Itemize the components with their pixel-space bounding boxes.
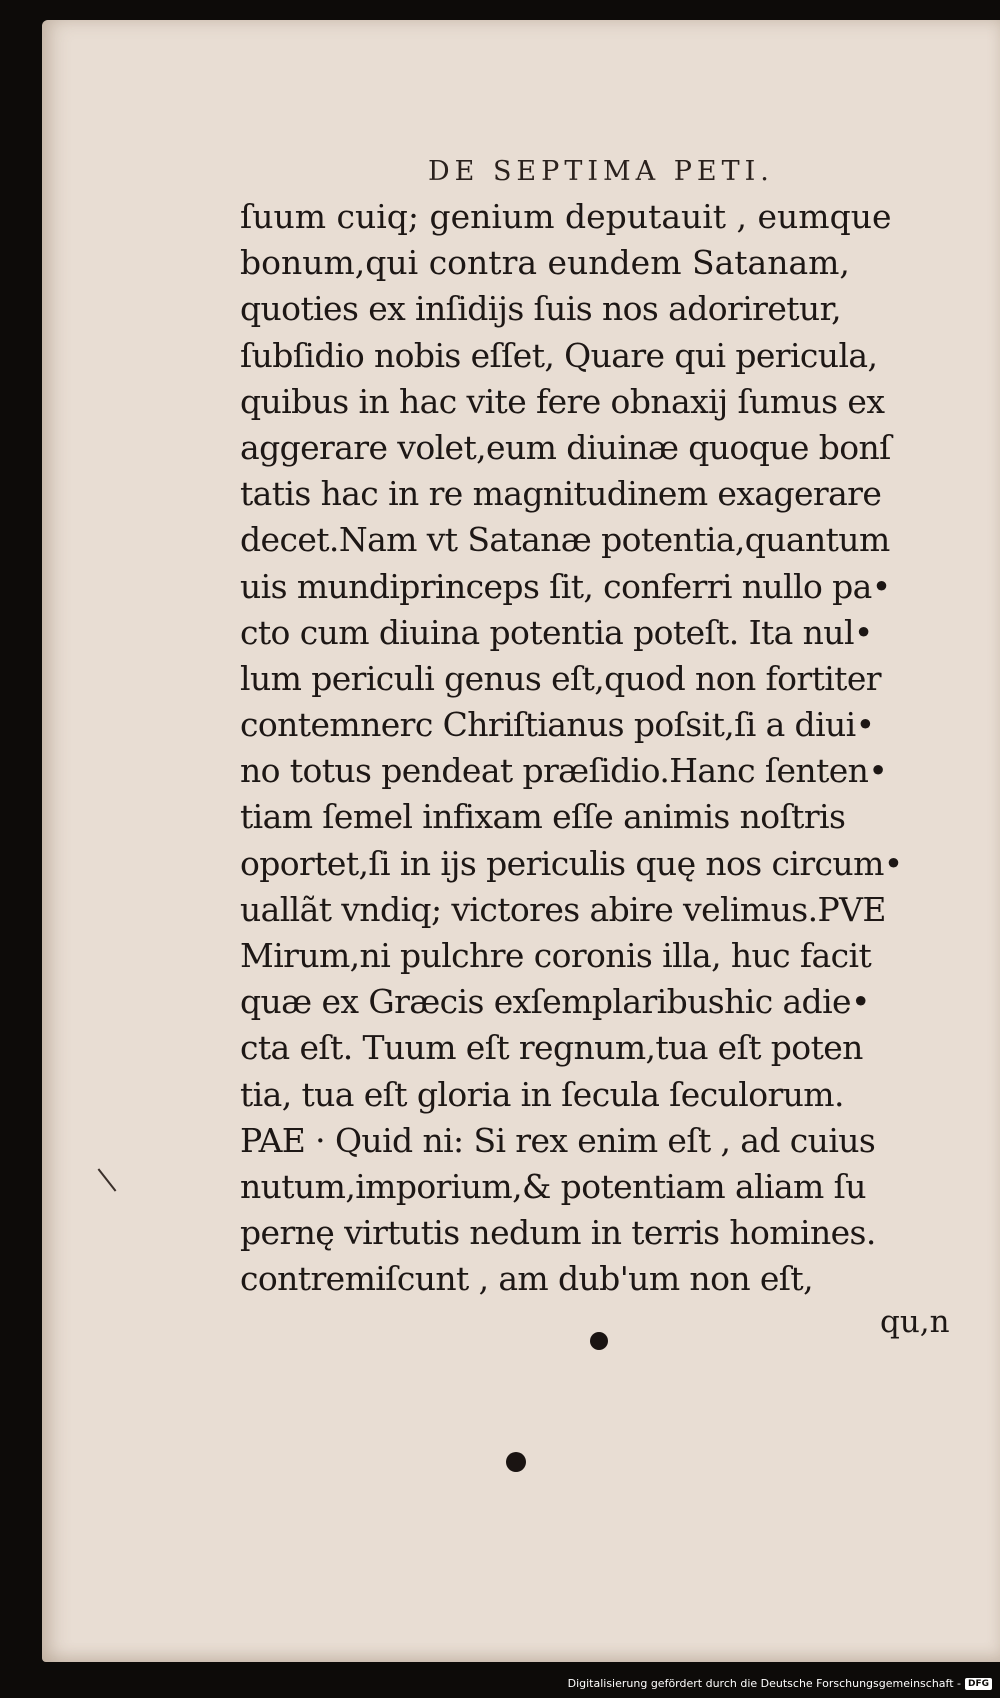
book-page xyxy=(42,20,1000,1662)
text-line-5: quibus in hac vite fere obnaxij ſumus ex xyxy=(240,381,885,421)
text-line-6: aggerare volet,eum diuinæ quoque bonſ xyxy=(240,427,891,467)
text-block xyxy=(240,194,1000,1303)
text-line-1: ſuum cuiq; genium deputauit , eumque xyxy=(240,197,892,236)
digitization-footer xyxy=(568,1677,992,1690)
text-line-18: quæ ex Græcis exſemplaribushic adie• xyxy=(240,982,870,1022)
text-line-10: cto cum diuina potentia poteſt. Ita nul• xyxy=(240,612,873,652)
text-line-2: bonum,qui contra eundem Satanam, xyxy=(240,243,850,283)
text-line-14: tiam ſemel infixam eſſe animis noſtris xyxy=(240,797,846,837)
text-line-12: contemnerc Chriſtianus poſsit,ſi a diui• xyxy=(240,705,875,745)
text-line-8: decet.Nam vt Satanæ potentia,quantum xyxy=(240,520,890,560)
text-line-24: contremiſcunt , am dub'um non eſt, xyxy=(240,1259,813,1299)
text-line-22: nutum,imporium,& potentiam aliam ſu xyxy=(240,1166,866,1206)
text-line-13: no totus pendeat præſidio.Hanc ſenten• xyxy=(240,751,888,791)
dfg-logo: DFG xyxy=(965,1678,992,1690)
margin-mark xyxy=(98,1168,117,1191)
text-line-20: tia, tua eſt gloria in ſecula ſeculorum. xyxy=(240,1074,844,1114)
running-head: DE SEPTIMA PETI. xyxy=(428,156,774,187)
text-line-7: tatis hac in re magnitudinem exagerare xyxy=(240,474,882,514)
ink-dot-lower xyxy=(506,1452,526,1472)
text-line-16: uallãt vndiq; victores abire velimus.PVE xyxy=(240,889,886,929)
text-line-21: PAE · Quid ni: Si rex enim eſt , ad cuius xyxy=(240,1120,876,1160)
text-line-23: pernę virtutis nedum in terris homines. xyxy=(240,1213,876,1253)
text-line-4: ſubſidio nobis eſſet, Quare qui pericula, xyxy=(240,335,878,375)
text-line-3: quoties ex inſidijs ſuis nos adoriretur, xyxy=(240,289,842,329)
text-line-19: cta eſt. Tuum eſt regnum,tua eſt poten xyxy=(240,1028,863,1068)
catchword: qu,n xyxy=(880,1304,950,1340)
text-line-17: Mirum,ni pulchre coronis illa, huc facit xyxy=(240,936,872,975)
ink-dot-upper xyxy=(590,1332,608,1350)
text-line-11: lum periculi genus eſt,quod non fortiter xyxy=(240,658,881,698)
digitization-credit: Digitalisierung gefördert durch die Deutsche Forschungsgemeinschaft - xyxy=(567,1677,961,1690)
text-line-15: oportet,ſi in ijs periculis quę nos circum• xyxy=(240,843,903,883)
text-line-9: uis mundiprinceps ſit, conferri nullo pa• xyxy=(240,566,891,606)
